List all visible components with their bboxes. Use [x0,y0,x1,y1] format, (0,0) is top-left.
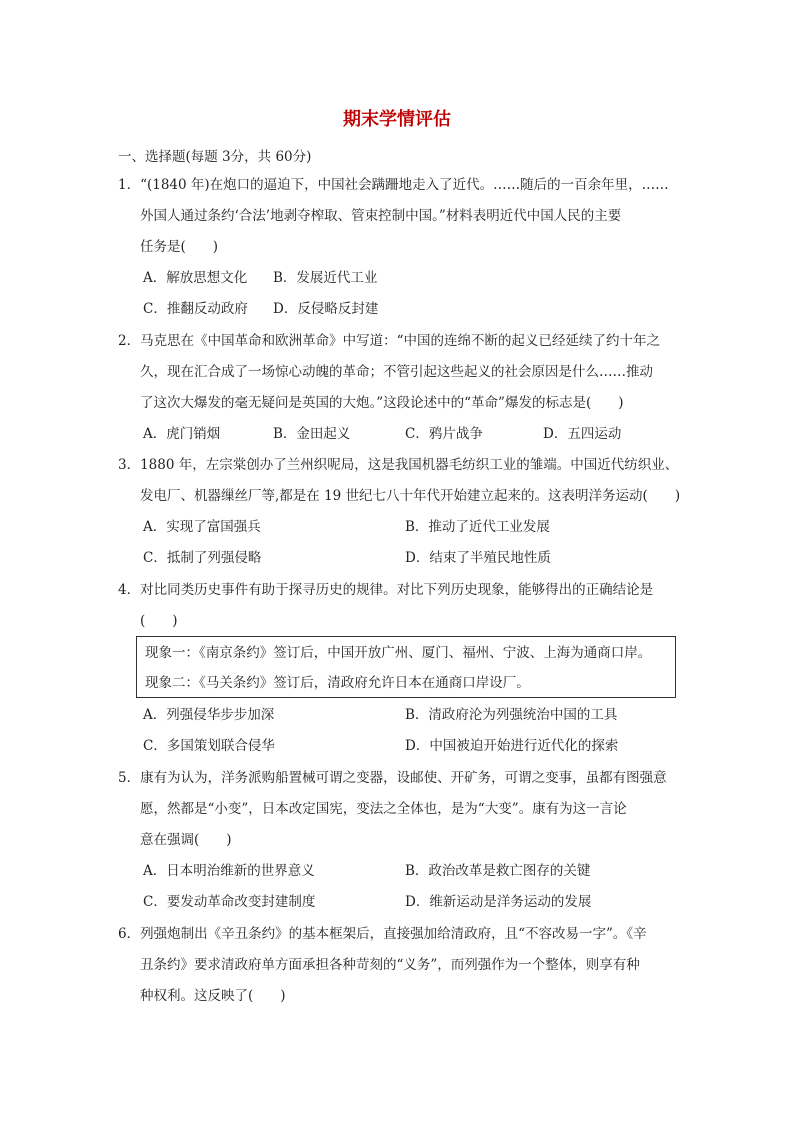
question-line: ( ) [140,613,178,629]
question-line: 久，现在汇合成了一场惊心动魄的革命；不管引起这些起义的社会原因是什么……推动 [140,364,653,380]
material-box [136,636,676,698]
question-5-options [143,856,683,918]
question-1-options [143,263,683,325]
question-line: 丑条约》要求清政府单方面承担各种苛刻的“义务”，而列强作为一个整体，则享有种 [140,957,640,973]
question-line: 4．对比同类历史事件有助于探寻历史的规律。对比下列历史现象，能够得出的正确结论是 [118,582,654,598]
option-a[interactable]: A．虎门销烟 [143,426,221,442]
option-b[interactable]: B．政治改革是救亡图存的关键 [405,863,591,879]
option-d[interactable]: D．结束了半殖民地性质 [405,550,551,566]
option-c[interactable]: C．鸦片战争 [405,426,483,442]
question-1 [118,170,678,263]
option-b[interactable]: B．推动了近代工业发展 [405,519,550,535]
material-line: 现象二：《马关条约》签订后，清政府允许日本在通商口岸设厂。 [145,675,530,691]
question-6 [118,919,678,1012]
option-d[interactable]: D．五四运动 [543,426,622,442]
question-line: 了这次大爆发的毫无疑问是英国的大炮。”这段论述中的“革命”爆发的标志是( ) [140,395,624,411]
option-a[interactable]: A．日本明治维新的世界意义 [143,863,315,879]
question-line: 5．康有为认为，洋务派购船置械可谓之变器，设邮使、开矿务，可谓之变事，虽都有图强意 [118,770,667,786]
option-c[interactable]: C．多国策划联合侵华 [143,738,275,754]
question-line: 发电厂、机器缫丝厂等,都是在 19 世纪七八十年代开始建立起来的。这表明洋务运动( ) [140,488,681,504]
option-d[interactable]: D．反侵略反封建 [273,301,379,317]
option-c[interactable]: C．推翻反动政府 [143,301,248,317]
material-line: 现象一：《南京条约》签订后，中国开放广州、厦门、福州、宁波、上海为通商口岸。 [145,645,652,661]
question-2-options [143,419,683,450]
question-line: 外国人通过条约‘合法’地剥夺榨取、管束控制中国。”材料表明近代中国人民的主要 [140,208,622,224]
question-3 [118,450,681,512]
question-2 [118,326,678,419]
question-4-options [143,700,683,762]
question-line: 6．列强炮制出《辛丑条约》的基本框架后，直接强加给清政府，且“不容改易一字”。《辛 [118,926,647,942]
question-5 [118,763,678,856]
option-d[interactable]: D．中国被迫开始进行近代化的探索 [405,738,619,754]
option-d[interactable]: D．维新运动是洋务运动的发展 [405,894,592,910]
question-line: 种权利。这反映了( ) [140,988,286,1004]
question-line: 3．1880 年，左宗棠创办了兰州织呢局，这是我国机器毛纺织工业的雏端。中国近代纺织业、 [118,457,679,473]
question-line: 1．“(1840 年)在炮口的逼迫下，中国社会蹒跚地走入了近代。……随后的一百余年里，…… [118,177,669,193]
option-b[interactable]: B．金田起义 [273,426,351,442]
option-a[interactable]: A．解放思想文化 [143,270,248,286]
question-4 [118,575,678,637]
question-line: 意在强调( ) [140,832,232,848]
option-b[interactable]: B．发展近代工业 [273,270,378,286]
option-a[interactable]: A．列强侵华步步加深 [143,707,275,723]
option-b[interactable]: B．清政府沦为列强统治中国的工具 [405,707,618,723]
option-c[interactable]: C．要发动革命改变封建制度 [143,894,316,910]
question-3-options [143,512,683,574]
question-line: 2．马克思在《中国革命和欧洲革命》中写道：“中国的连绵不断的起义已经延续了约十年之 [118,333,660,349]
option-a[interactable]: A．实现了富国强兵 [143,519,261,535]
question-line: 愿，然都是“小变”，日本改定国宪，变法之全体也，是为“大变”。康有为这一言论 [140,801,627,817]
section-heading: 一、选择题(每题 3分，共 60分) [118,149,312,165]
page-title: 期末学情评估 [343,109,451,130]
question-line: 任务是( ) [140,239,219,255]
option-c[interactable]: C．抵制了列强侵略 [143,550,262,566]
